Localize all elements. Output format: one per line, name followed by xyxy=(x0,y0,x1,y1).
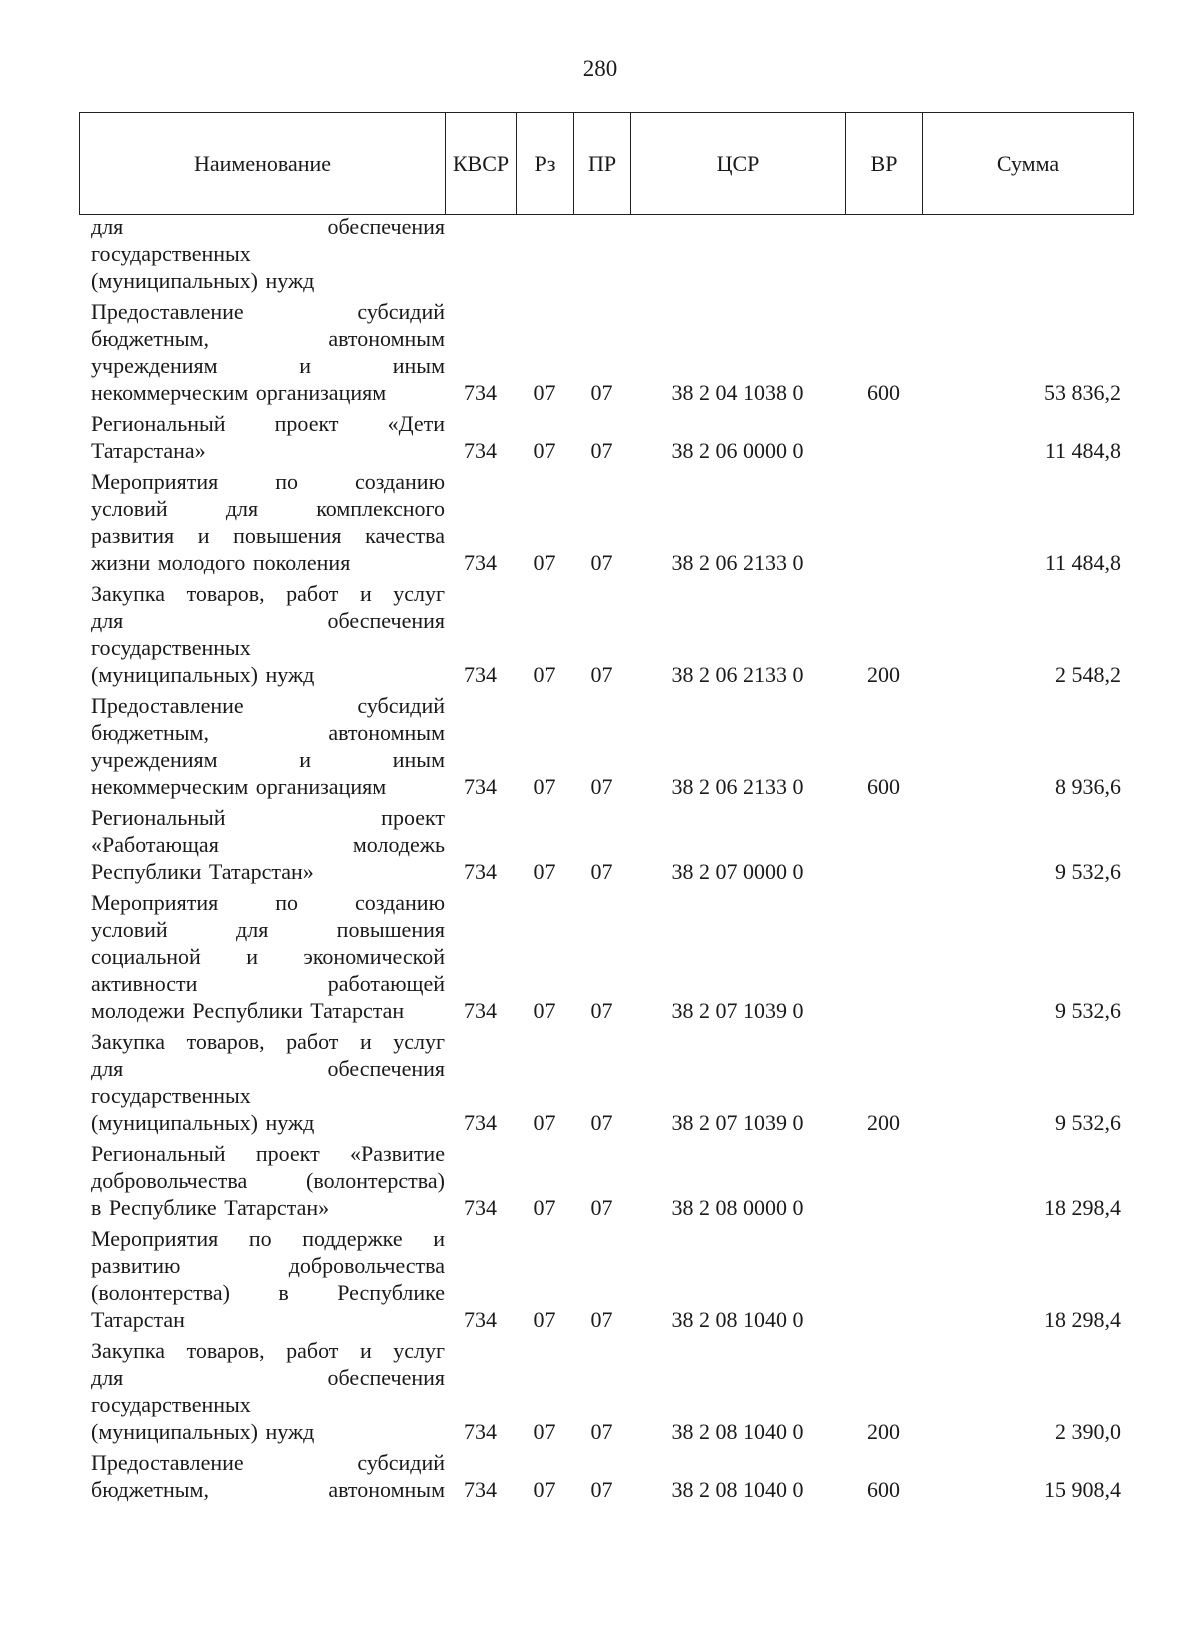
name-word: поддержке xyxy=(302,1226,403,1251)
cell-pr: 07 xyxy=(590,1477,613,1502)
name-word: условий xyxy=(91,496,168,521)
cell-rz: 07 xyxy=(533,998,556,1023)
row-name xyxy=(79,1225,445,1333)
cell-rz: 07 xyxy=(533,550,556,575)
name-word: субсидий xyxy=(357,693,445,718)
name-word: качества xyxy=(365,523,445,548)
name-word: обеспечения xyxy=(327,608,445,633)
cell-kvsr: 734 xyxy=(464,662,497,687)
name-word: в Республике Татарстан» xyxy=(91,1195,330,1220)
table-row xyxy=(79,468,1133,576)
name-word: повышения xyxy=(336,917,445,942)
name-line xyxy=(91,661,445,688)
name-line xyxy=(91,831,445,858)
name-line xyxy=(91,746,445,773)
cell-pr: 07 xyxy=(590,998,613,1023)
cell-pr: 07 xyxy=(590,774,613,799)
name-word: по xyxy=(248,1226,272,1251)
name-word: и xyxy=(299,353,312,378)
name-word: «Работающая xyxy=(91,832,219,857)
name-word: государственных xyxy=(91,1392,251,1417)
name-word: некоммерческим организациям xyxy=(91,380,387,405)
header-kvsr: КВСР xyxy=(446,113,517,215)
name-word: (волонтерства) xyxy=(91,1280,230,1305)
row-name xyxy=(79,213,445,294)
cell-pr: 07 xyxy=(590,1307,613,1332)
cell-csr: 38 2 06 2133 0 xyxy=(671,550,804,575)
name-line xyxy=(91,213,445,240)
name-word: развитию xyxy=(91,1253,181,1278)
name-word: государственных xyxy=(91,1083,251,1108)
name-word: условий xyxy=(91,917,168,942)
cell-pr: 07 xyxy=(590,662,613,687)
cell-csr: 38 2 07 1039 0 xyxy=(671,1110,804,1135)
name-word: по xyxy=(275,890,298,915)
name-word: бюджетным, xyxy=(91,326,209,351)
cell-pr: 07 xyxy=(590,438,613,463)
name-word: молодежи Республики Татарстан xyxy=(91,998,405,1023)
name-line xyxy=(91,1225,445,1252)
cell-kvsr: 734 xyxy=(464,859,497,884)
table-row xyxy=(79,580,1133,688)
name-word: обеспечения xyxy=(327,214,445,239)
name-line xyxy=(91,1167,445,1194)
name-line xyxy=(91,325,445,352)
name-word: Мероприятия xyxy=(91,1226,219,1251)
row-name xyxy=(79,1140,445,1221)
name-word: Мероприятия xyxy=(91,890,219,915)
name-word: развития xyxy=(91,523,175,548)
name-word: работ xyxy=(286,1029,339,1054)
name-word: созданию xyxy=(355,890,445,915)
name-word: и xyxy=(197,523,210,548)
name-line xyxy=(91,858,445,885)
name-line xyxy=(91,1364,445,1391)
cell-kvsr: 734 xyxy=(464,1307,497,1332)
name-word: активности xyxy=(91,971,198,996)
name-word: автономным xyxy=(328,1477,445,1502)
name-word: добровольчества xyxy=(288,1253,445,1278)
table-row xyxy=(79,889,1133,1024)
cell-kvsr: 734 xyxy=(464,550,497,575)
table-row xyxy=(79,298,1133,406)
table-row xyxy=(79,1449,1133,1503)
cell-sum: 2 548,2 xyxy=(1055,662,1121,687)
name-word: комплексного xyxy=(316,496,445,521)
name-word: и xyxy=(359,1338,372,1363)
name-word: услуг xyxy=(393,581,445,606)
cell-rz: 07 xyxy=(533,774,556,799)
name-word: услуг xyxy=(393,1338,445,1363)
row-name xyxy=(79,580,445,688)
name-line xyxy=(91,1337,445,1364)
name-word: (муниципальных) нужд xyxy=(91,268,315,293)
name-word: Региональный xyxy=(91,411,226,436)
name-word: государственных xyxy=(91,635,251,660)
cell-pr: 07 xyxy=(590,859,613,884)
row-name xyxy=(79,298,445,406)
row-name xyxy=(79,804,445,885)
name-word: субсидий xyxy=(357,299,445,324)
name-line xyxy=(91,607,445,634)
row-name xyxy=(79,889,445,1024)
cell-pr: 07 xyxy=(590,380,613,405)
name-word: обеспечения xyxy=(327,1056,445,1081)
cell-kvsr: 734 xyxy=(464,1419,497,1444)
name-word: Республики Татарстан» xyxy=(91,859,314,884)
cell-csr: 38 2 07 0000 0 xyxy=(671,859,804,884)
cell-sum: 11 484,8 xyxy=(1044,438,1121,463)
name-word: государственных xyxy=(91,241,251,266)
cell-sum: 2 390,0 xyxy=(1055,1419,1121,1444)
name-word: Татарстан xyxy=(91,1307,185,1332)
name-word: Региональный xyxy=(91,805,226,830)
cell-sum: 15 908,4 xyxy=(1044,1477,1121,1502)
table-row xyxy=(79,804,1133,885)
name-word: Республике xyxy=(337,1280,445,1305)
name-word: товаров, xyxy=(186,1338,265,1363)
name-line xyxy=(91,1028,445,1055)
name-word: и xyxy=(359,581,372,606)
cell-csr: 38 2 04 1038 0 xyxy=(671,380,804,405)
cell-sum: 18 298,4 xyxy=(1044,1195,1121,1220)
cell-rz: 07 xyxy=(533,662,556,687)
name-line xyxy=(91,943,445,970)
name-word: Закупка xyxy=(91,1029,166,1054)
name-word: (муниципальных) нужд xyxy=(91,662,315,687)
row-name xyxy=(79,1449,445,1503)
name-word: иным xyxy=(392,353,445,378)
cell-rz: 07 xyxy=(533,1477,556,1502)
name-line xyxy=(91,889,445,916)
name-word: Предоставление xyxy=(91,1450,244,1475)
row-name xyxy=(79,692,445,800)
name-word: и xyxy=(299,747,312,772)
name-line xyxy=(91,916,445,943)
name-word: (муниципальных) нужд xyxy=(91,1419,315,1444)
row-name xyxy=(79,1337,445,1445)
cell-kvsr: 734 xyxy=(464,1110,497,1135)
cell-vr: 600 xyxy=(867,774,900,799)
table-row xyxy=(79,692,1133,800)
cell-csr: 38 2 07 1039 0 xyxy=(671,998,804,1023)
name-word: бюджетным, xyxy=(91,720,209,745)
name-line xyxy=(91,634,445,661)
name-line xyxy=(91,580,445,607)
name-word: Закупка xyxy=(91,1338,166,1363)
cell-sum: 8 936,6 xyxy=(1055,774,1121,799)
name-line xyxy=(91,997,445,1024)
name-line xyxy=(91,1391,445,1418)
name-word: бюджетным, xyxy=(91,1477,209,1502)
name-word: молодежь xyxy=(352,832,445,857)
cell-rz: 07 xyxy=(533,1110,556,1135)
name-line xyxy=(91,495,445,522)
name-line xyxy=(91,410,445,437)
cell-pr: 07 xyxy=(590,1419,613,1444)
name-word: жизни молодого поколения xyxy=(91,550,351,575)
cell-rz: 07 xyxy=(533,1419,556,1444)
name-line xyxy=(91,773,445,800)
name-word: для xyxy=(236,917,269,942)
cell-kvsr: 734 xyxy=(464,998,497,1023)
name-word: Мероприятия xyxy=(91,469,219,494)
table-row xyxy=(79,410,1133,464)
name-word: в xyxy=(278,1280,289,1305)
name-word: иным xyxy=(392,747,445,772)
name-word: товаров, xyxy=(186,1029,265,1054)
name-word: и xyxy=(246,944,259,969)
name-word: учреждениям xyxy=(91,747,218,772)
cell-vr: 600 xyxy=(867,380,900,405)
cell-rz: 07 xyxy=(533,438,556,463)
cell-sum: 11 484,8 xyxy=(1044,550,1121,575)
name-word: Закупка xyxy=(91,581,166,606)
cell-rz: 07 xyxy=(533,859,556,884)
name-line xyxy=(91,437,445,464)
name-line xyxy=(91,804,445,831)
name-word: работающей xyxy=(327,971,445,996)
name-word: учреждениям xyxy=(91,353,218,378)
name-word: по xyxy=(275,469,298,494)
cell-pr: 07 xyxy=(590,550,613,575)
cell-csr: 38 2 08 1040 0 xyxy=(671,1477,804,1502)
name-word: для xyxy=(225,496,259,521)
name-word: для xyxy=(91,214,124,239)
name-word: автономным xyxy=(328,720,445,745)
cell-vr: 600 xyxy=(867,1477,900,1502)
name-word: субсидий xyxy=(357,1450,445,1475)
table-row xyxy=(79,1337,1133,1445)
header-pr: ПР xyxy=(574,113,631,215)
header-rz: Рз xyxy=(517,113,574,215)
name-line xyxy=(91,1140,445,1167)
name-word: проект xyxy=(255,1141,320,1166)
cell-csr: 38 2 06 0000 0 xyxy=(671,438,804,463)
name-line xyxy=(91,1082,445,1109)
name-line xyxy=(91,240,445,267)
table-row xyxy=(79,1028,1133,1136)
name-line xyxy=(91,379,445,406)
name-word: повышения xyxy=(233,523,342,548)
row-name xyxy=(79,468,445,576)
name-word: товаров, xyxy=(186,581,265,606)
name-word: экономической xyxy=(303,944,445,969)
cell-sum: 9 532,6 xyxy=(1055,998,1121,1023)
row-name xyxy=(79,410,445,464)
name-word: добровольчества xyxy=(91,1168,248,1193)
name-word: социальной xyxy=(91,944,201,969)
name-word: для xyxy=(91,608,124,633)
name-word: и xyxy=(359,1029,372,1054)
name-word: услуг xyxy=(393,1029,445,1054)
cell-csr: 38 2 08 0000 0 xyxy=(671,1195,804,1220)
name-line xyxy=(91,1109,445,1136)
cell-csr: 38 2 08 1040 0 xyxy=(671,1307,804,1332)
name-line xyxy=(91,1252,445,1279)
cell-sum: 53 836,2 xyxy=(1044,380,1121,405)
name-line xyxy=(91,1279,445,1306)
cell-rz: 07 xyxy=(533,1195,556,1220)
name-line xyxy=(91,1055,445,1082)
name-word: Предоставление xyxy=(91,693,244,718)
cell-csr: 38 2 06 2133 0 xyxy=(671,774,804,799)
name-word: некоммерческим организациям xyxy=(91,774,387,799)
cell-sum: 9 532,6 xyxy=(1055,1110,1121,1135)
name-word: Региональный xyxy=(91,1141,226,1166)
cell-rz: 07 xyxy=(533,380,556,405)
table-body xyxy=(79,213,1133,1503)
name-word: (волонтерства) xyxy=(306,1168,445,1193)
name-line xyxy=(91,549,445,576)
cell-pr: 07 xyxy=(590,1110,613,1135)
header-vr: ВР xyxy=(846,113,923,215)
name-line xyxy=(91,468,445,495)
name-word: Татарстана» xyxy=(91,438,206,463)
name-line xyxy=(91,267,445,294)
name-word: (муниципальных) нужд xyxy=(91,1110,315,1135)
name-line xyxy=(91,1418,445,1445)
table-row xyxy=(79,213,1133,294)
header-sum: Сумма xyxy=(923,113,1134,215)
name-word: обеспечения xyxy=(327,1365,445,1390)
name-word: Предоставление xyxy=(91,299,244,324)
table-row xyxy=(79,1140,1133,1221)
cell-kvsr: 734 xyxy=(464,380,497,405)
cell-sum: 9 532,6 xyxy=(1055,859,1121,884)
header-name: Наименование xyxy=(80,113,446,215)
cell-csr: 38 2 08 1040 0 xyxy=(671,1419,804,1444)
row-name xyxy=(79,1028,445,1136)
name-word: «Дети xyxy=(387,411,445,436)
name-word: работ xyxy=(286,581,339,606)
name-word: для xyxy=(91,1365,124,1390)
name-line xyxy=(91,352,445,379)
cell-kvsr: 734 xyxy=(464,1477,497,1502)
cell-kvsr: 734 xyxy=(464,438,497,463)
name-line xyxy=(91,692,445,719)
name-line xyxy=(91,298,445,325)
table-header xyxy=(79,112,1134,215)
name-word: автономным xyxy=(328,326,445,351)
name-line xyxy=(91,1476,445,1503)
table-row xyxy=(79,1225,1133,1333)
cell-vr: 200 xyxy=(867,1419,900,1444)
name-word: созданию xyxy=(355,469,445,494)
cell-rz: 07 xyxy=(533,1307,556,1332)
name-line xyxy=(91,1194,445,1221)
name-word: «Развитие xyxy=(349,1141,445,1166)
name-line xyxy=(91,522,445,549)
name-line xyxy=(91,1306,445,1333)
cell-vr: 200 xyxy=(867,662,900,687)
name-word: для xyxy=(91,1056,124,1081)
name-word: проект xyxy=(274,411,339,436)
name-line xyxy=(91,719,445,746)
name-word: и xyxy=(433,1226,445,1251)
cell-csr: 38 2 06 2133 0 xyxy=(671,662,804,687)
name-word: проект xyxy=(381,805,445,830)
name-line xyxy=(91,1449,445,1476)
name-line xyxy=(91,970,445,997)
header-csr: ЦСР xyxy=(631,113,846,215)
cell-pr: 07 xyxy=(590,1195,613,1220)
page-number: 280 xyxy=(582,56,618,81)
cell-kvsr: 734 xyxy=(464,774,497,799)
cell-vr: 200 xyxy=(867,1110,900,1135)
name-word: работ xyxy=(286,1338,339,1363)
cell-sum: 18 298,4 xyxy=(1044,1307,1121,1332)
cell-kvsr: 734 xyxy=(464,1195,497,1220)
